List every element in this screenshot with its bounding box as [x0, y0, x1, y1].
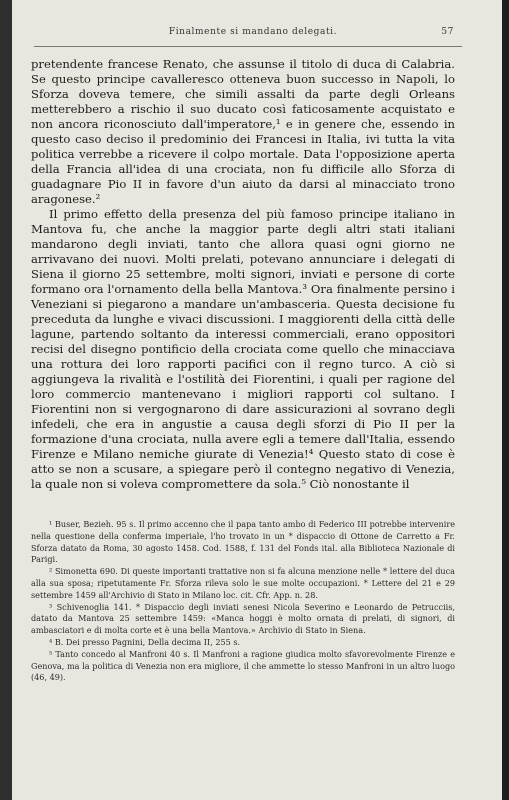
footnote: ⁴ B. Dei presso Pagnini, Della decima II, 255 s. [49, 636, 241, 647]
body-text [31, 57, 455, 492]
footnote: ¹ Buser, Bezieh. 95 s. Il primo accenno che il papa tanto ambo di Federico III potrebbe intervenire nella questione della conferma imperiale, l'ho trovato in un * dispaccio di Ottone de Carretto a Fr. Sforza datato da Roma, 30 agosto 1458. Cod. 1588, f. 131 del Fonds ital. alla Biblioteca Nazionale di Parigi. [31, 519, 455, 565]
footnotes [31, 519, 455, 684]
header-rule [34, 46, 462, 47]
running-header [52, 27, 454, 43]
body-paragraph: pretendente francese Renato, che assunse il titolo di duca di Calabria. Se questo principe cavalleresco otteneva buon successo in Napoli, lo Sforza doveva temere, che simili assalti da parte degli Orleans metterebbero a rischio il suo ducato così faticosamente acquistato e non ancora riconosciuto dall'imperatore,¹ e in genere che, essendo in questo caso deciso il predominio dei Francesi in Italia, ivi tutta la vita politica verrebbe a ricevere il colpo mortale. Data l'opposizione aperta della Francia all'idea di una crociata, non fu difficile allo Sforza di guadagnare Pio II in favore d'un aiuto da darsi al minacciato trono aragonese.² [31, 57, 455, 206]
page-number: 57 [441, 27, 454, 37]
footnote: ³ Schivenoglia 141. * Dispaccio degli inviati senesi Nicola Severino e Leonardo de Petrucciis, datato da Mantova 25 settembre 1459: «Manca hoggi è molto ornata di prelati, di signori, di ambasciatori e di molta corte et è una bella Mantova.» Archivio di Stato in Siena. [31, 601, 455, 636]
book-page [12, 0, 502, 800]
page-edge-shadow [502, 0, 509, 800]
body-paragraph: Il primo effetto della presenza del più famoso principe italiano in Mantova fu, che anche la maggior parte degli altri stati italiani mandarono degli inviati, tanto che allora quasi ogni giorno ne arrivavano dei nuovi. Molti prelati, potevano annunciare i delegati di Siena il giorno 25 settembre, molti signori, inviati e persone di corte formano ora l'ornamento della bella Mantova.³ Ora finalmente persino i Veneziani si piegarono a mandare un'ambasceria. Questa decisione fu preceduta da lunghe e vivaci discussioni. I maggiorenti della città delle lagune, partendo soltanto da interessi commerciali, erano oppositori recisi del disegno pontificio della crociata come quello che minacciava una rottura dei loro rapporti pacifici con il regno turco. A ciò si aggiungeva la rivalità e l'ostilità dei Fiorentini, i quali per ragione del loro commercio mantenevano i migliori rapporti col sultano. I Fiorentini non si vergognarono di dare assicurazioni al sovrano degli infedeli, che era in angustie a causa degli sforzi di Pio II per la formazione d'una crociata, nulla avere egli a temere dall'Italia, essendo Firenze e Milano nemiche giurate di Venezia!⁴ Questo stato di cose è atto se non a scusare, a spiegare però il contegno negativo di Venezia, la quale non si voleva compromettere da sola.⁵ Ciò nonostante il [31, 207, 455, 491]
footnote: ² Simonetta 690. Di queste importanti trattative non si fa alcuna menzione nelle * lettere del duca alla sua sposa; ripetutamente Fr. Sforza rileva solo le sue molte occupazioni. * Lettere del 21 e 29 settembre 1459 all'Archivio di Stato in Milano loc. cit. Cfr. App. n. 28. [31, 566, 455, 600]
running-title: Finalmente si mandano delegati. [168, 27, 338, 37]
footnote: ⁵ Tanto concedo al Manfroni 40 s. Il Manfroni a ragione giudica molto sfavorevolmente Firenze e Genova, ma la politica di Venezia non era migliore, il che ammette lo stesso Manfroni in un altro luogo (46, 49). [31, 648, 455, 683]
